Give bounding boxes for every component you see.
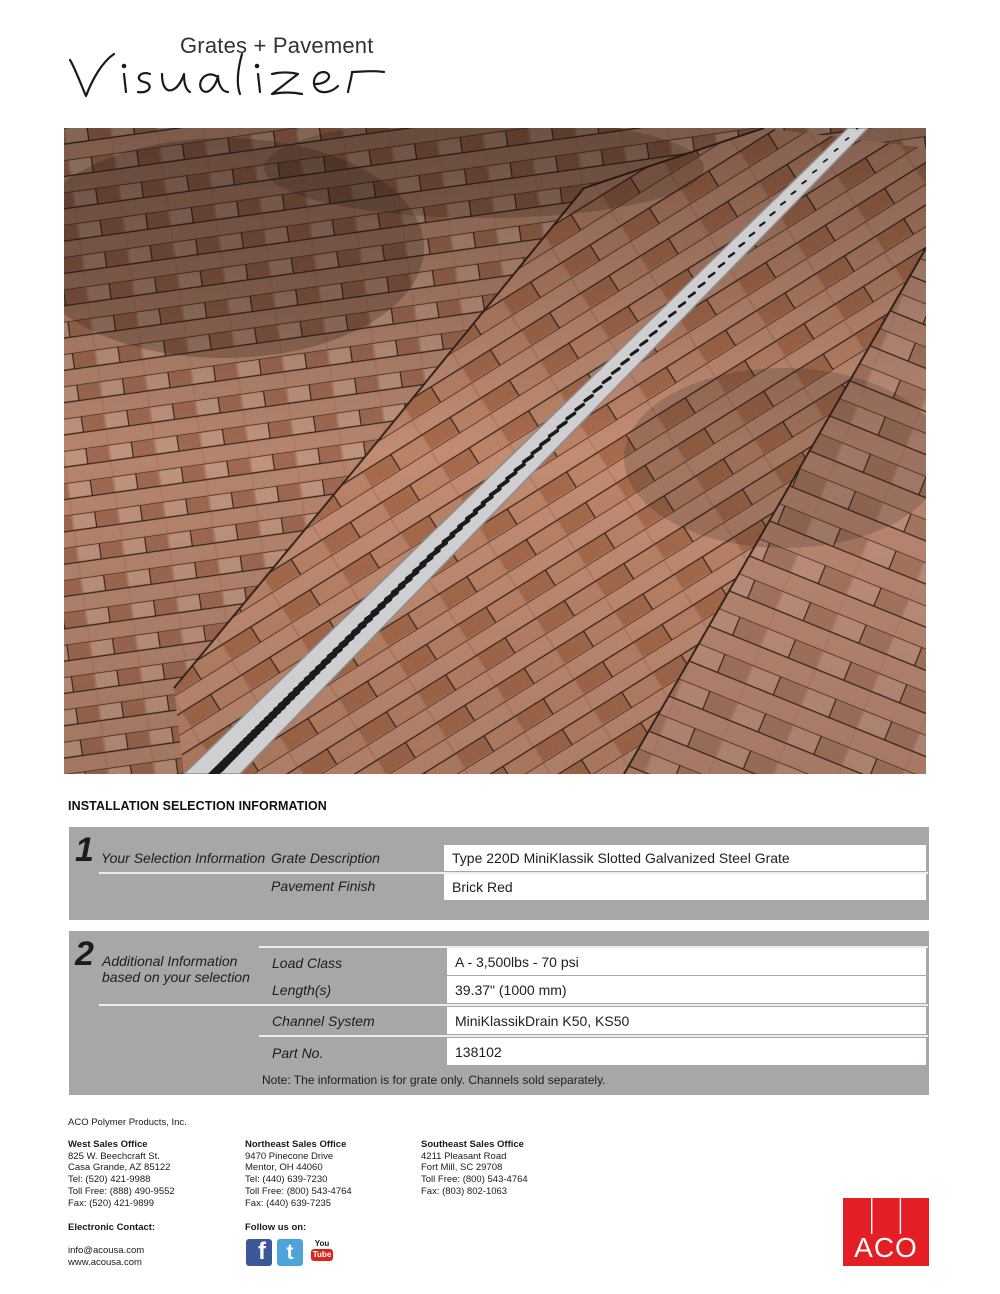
- office-name: Southeast Sales Office: [421, 1139, 524, 1150]
- additional-info-panel: [69, 931, 929, 1095]
- youtube-text-top: You: [314, 1239, 330, 1248]
- office-line: 825 W. Beechcraft St.: [68, 1150, 160, 1162]
- office-line: Tel: (440) 639-7230: [245, 1174, 328, 1186]
- electronic-contact-label: Electronic Contact:: [68, 1222, 156, 1233]
- follow-label: Follow us on:: [245, 1222, 307, 1233]
- office-line: Toll Free: (800) 543-4764: [421, 1174, 528, 1186]
- divider: [259, 1035, 928, 1037]
- panel-heading: Your Selection Information: [101, 850, 266, 866]
- office-line: Fax: (440) 639-7235: [245, 1197, 332, 1209]
- part-number-label: Part No.: [272, 1045, 324, 1061]
- grate-description-value: Type 220D MiniKlassik Slotted Galvanized Steel Grate: [444, 845, 926, 871]
- divider: [99, 872, 259, 874]
- company-name: ACO Polymer Products, Inc.: [68, 1117, 187, 1128]
- channel-system-label: Channel System: [272, 1013, 375, 1029]
- northeast-office: [245, 1139, 352, 1209]
- panel-heading-line1: Additional Information: [102, 953, 238, 969]
- youtube-icon[interactable]: [311, 1239, 333, 1266]
- office-name: Northeast Sales Office: [245, 1139, 347, 1150]
- office-line: Fax: (803) 802-1063: [421, 1185, 508, 1197]
- office-line: 4211 Pleasant Road: [421, 1150, 507, 1162]
- length-value: 39.37" (1000 mm): [447, 976, 926, 1003]
- selection-info-panel: [69, 827, 929, 920]
- website-link[interactable]: www.acousa.com: [68, 1257, 142, 1268]
- aco-logo: [843, 1198, 929, 1266]
- west-office: [68, 1139, 175, 1209]
- office-line: Casa Grande, AZ 85122: [68, 1162, 171, 1174]
- twitter-icon[interactable]: t: [277, 1239, 303, 1266]
- office-name: West Sales Office: [68, 1139, 148, 1150]
- length-label: Length(s): [272, 982, 332, 998]
- office-line: Fort Mill, SC 29708: [421, 1162, 503, 1174]
- pavement-finish-value: Brick Red: [444, 874, 926, 900]
- load-class-label: Load Class: [272, 955, 343, 971]
- part-number-value: 138102: [447, 1038, 926, 1065]
- grate-description-label: Grate Description: [271, 850, 380, 866]
- office-line: Toll Free: (800) 543-4764: [245, 1185, 352, 1197]
- office-line: Fax: (520) 421-9899: [68, 1197, 155, 1209]
- email-link[interactable]: info@acousa.com: [68, 1245, 145, 1256]
- office-line: Mentor, OH 44060: [245, 1162, 323, 1174]
- panel-number: 1: [75, 831, 94, 869]
- pavement-finish-label: Pavement Finish: [271, 878, 376, 894]
- southeast-office: [421, 1139, 528, 1198]
- pavement-grate-image: [64, 128, 926, 774]
- panel-number: 2: [75, 935, 94, 973]
- youtube-text-bottom: Tube: [312, 1250, 332, 1259]
- office-line: 9470 Pinecone Drive: [245, 1150, 334, 1162]
- panel-heading-line2: based on your selection: [102, 969, 250, 985]
- facebook-icon[interactable]: f: [246, 1239, 272, 1266]
- load-class-value: A - 3,500lbs - 70 psi: [447, 948, 926, 975]
- office-line: Tel: (520) 421-9988: [68, 1174, 151, 1186]
- channel-system-value: MiniKlassikDrain K50, KS50: [447, 1007, 926, 1034]
- office-line: Toll Free: (888) 490-9552: [68, 1185, 175, 1197]
- grate-note: Note: The information is for grate only. Channels sold separately.: [262, 1073, 606, 1087]
- divider: [99, 1004, 928, 1006]
- logo-subtitle: Grates + Pavement: [180, 33, 374, 58]
- section-title: INSTALLATION SELECTION INFORMATION: [68, 799, 327, 813]
- aco-logo-text: ACO: [854, 1232, 918, 1263]
- visualizer-logo: [66, 52, 396, 112]
